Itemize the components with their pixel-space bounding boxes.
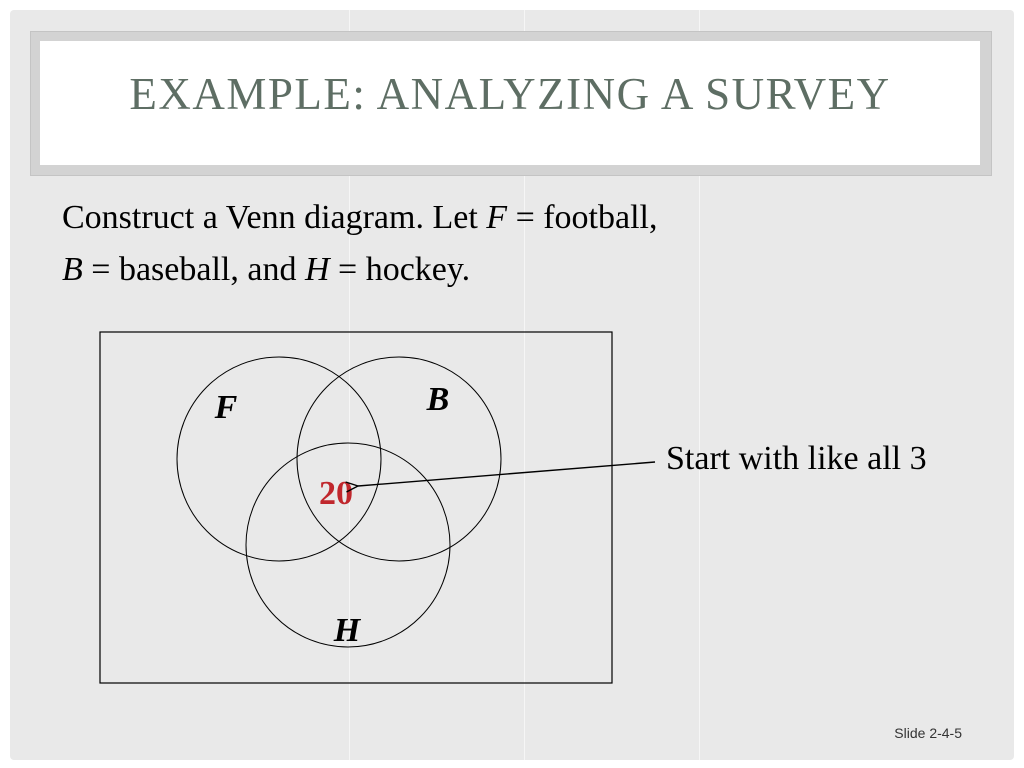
variable-f: F [486, 199, 508, 236]
label-h: H [333, 612, 361, 649]
label-f: F [214, 389, 238, 426]
instruction-text-part: = baseball, and [82, 251, 305, 288]
instruction-text-part: Construct a Venn diagram. Let [62, 199, 487, 236]
slide-number: Slide 2-4-5 [894, 725, 962, 741]
instruction-text-part: = hockey. [329, 251, 471, 288]
variable-b: B [62, 251, 83, 288]
circle-b [297, 357, 501, 561]
label-b: B [426, 381, 450, 418]
slide [10, 10, 1014, 760]
instruction-text-part: = football, [507, 199, 658, 236]
circle-f [177, 357, 381, 561]
center-region-value: 20 [319, 475, 353, 512]
annotation-arrow [358, 462, 655, 486]
annotation-text: Start with like all 3 [666, 440, 927, 477]
slide-title: EXAMPLE: ANALYZING A SURVEY [129, 69, 891, 119]
variable-h: H [304, 251, 330, 288]
venn-diagram [10, 10, 1014, 760]
